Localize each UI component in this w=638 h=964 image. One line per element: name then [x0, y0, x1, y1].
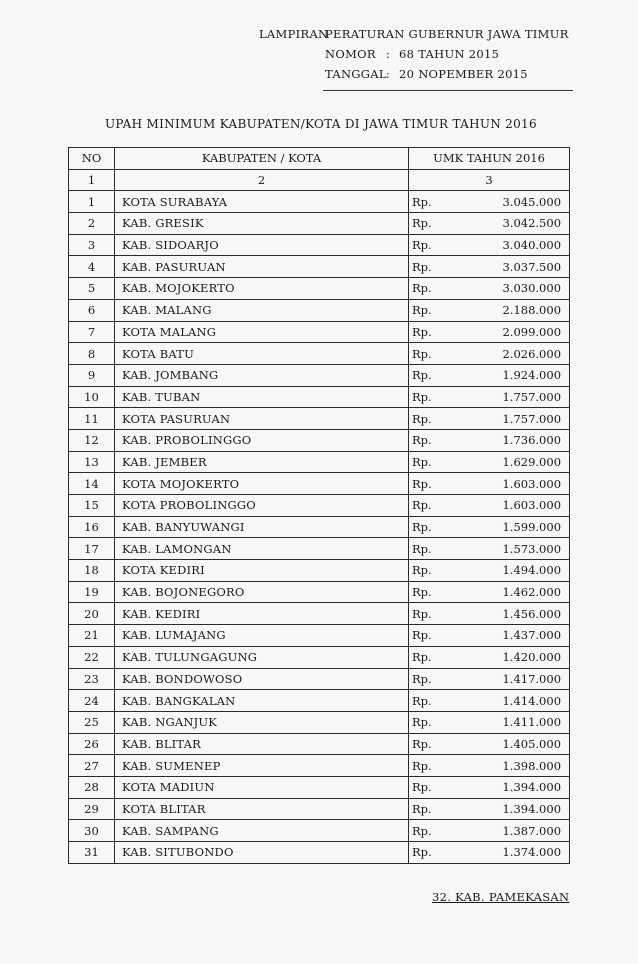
table-body	[69, 191, 570, 863]
lampiran-label: LAMPIRAN	[259, 27, 329, 41]
row-number: 5	[69, 278, 115, 300]
row-region-name: KOTA MALANG	[115, 321, 409, 343]
umk-table	[68, 147, 570, 864]
row-umk-value: 1.411.000	[451, 711, 570, 733]
row-region-name: KAB. LAMONGAN	[115, 538, 409, 560]
row-umk-value: 1.629.000	[451, 451, 570, 473]
lampiran-value: PERATURAN GUBERNUR JAWA TIMUR	[325, 27, 569, 41]
table-row	[69, 343, 570, 365]
row-region-name: KAB. TULUNGAGUNG	[115, 646, 409, 668]
row-number: 29	[69, 798, 115, 820]
table-row	[69, 256, 570, 278]
row-region-name: KOTA BATU	[115, 343, 409, 365]
row-region-name: KAB. PROBOLINGGO	[115, 429, 409, 451]
row-umk-value: 1.420.000	[451, 646, 570, 668]
row-number: 17	[69, 538, 115, 560]
row-number: 2	[69, 213, 115, 235]
row-umk-value: 1.405.000	[451, 733, 570, 755]
table-row	[69, 516, 570, 538]
row-number: 26	[69, 733, 115, 755]
row-currency: Rp.	[409, 603, 451, 625]
row-umk-value: 1.599.000	[451, 516, 570, 538]
table-row	[69, 625, 570, 647]
row-umk-value: 1.924.000	[451, 364, 570, 386]
row-currency: Rp.	[409, 234, 451, 256]
row-currency: Rp.	[409, 343, 451, 365]
row-number: 31	[69, 842, 115, 864]
row-umk-value: 1.462.000	[451, 581, 570, 603]
table-row	[69, 429, 570, 451]
row-region-name: KAB. LUMAJANG	[115, 625, 409, 647]
nomor-value: 68 TAHUN 2015	[399, 47, 500, 61]
header-kabupaten-kota: KABUPATEN / KOTA	[115, 148, 409, 170]
row-umk-value: 1.736.000	[451, 429, 570, 451]
table-row	[69, 538, 570, 560]
table-row	[69, 820, 570, 842]
table-row	[69, 755, 570, 777]
lampiran-row	[259, 24, 569, 44]
row-number: 12	[69, 429, 115, 451]
table-row	[69, 451, 570, 473]
row-number: 11	[69, 408, 115, 430]
row-region-name: KAB. MALANG	[115, 299, 409, 321]
table-row	[69, 668, 570, 690]
row-currency: Rp.	[409, 581, 451, 603]
row-region-name: KAB. SIDOARJO	[115, 234, 409, 256]
tanggal-colon: :	[385, 67, 391, 81]
row-number: 8	[69, 343, 115, 365]
row-region-name: KAB. BONDOWOSO	[115, 668, 409, 690]
row-number: 9	[69, 364, 115, 386]
row-currency: Rp.	[409, 213, 451, 235]
row-number: 18	[69, 560, 115, 582]
row-region-name: KAB. BANGKALAN	[115, 690, 409, 712]
table-row	[69, 733, 570, 755]
row-umk-value: 3.037.500	[451, 256, 570, 278]
row-region-name: KAB. BLITAR	[115, 733, 409, 755]
colnum-name: 2	[115, 169, 409, 191]
row-region-name: KOTA MOJOKERTO	[115, 473, 409, 495]
nomor-row	[259, 44, 569, 64]
row-region-name: KAB. SITUBONDO	[115, 842, 409, 864]
row-umk-value: 1.603.000	[451, 473, 570, 495]
row-region-name: KAB. JEMBER	[115, 451, 409, 473]
row-umk-value: 1.456.000	[451, 603, 570, 625]
row-umk-value: 2.099.000	[451, 321, 570, 343]
row-region-name: KOTA BLITAR	[115, 798, 409, 820]
row-currency: Rp.	[409, 429, 451, 451]
tanggal-value: 20 NOPEMBER 2015	[399, 67, 528, 81]
row-currency: Rp.	[409, 711, 451, 733]
row-umk-value: 1.437.000	[451, 625, 570, 647]
row-number: 22	[69, 646, 115, 668]
row-umk-value: 1.374.000	[451, 842, 570, 864]
row-currency: Rp.	[409, 646, 451, 668]
row-currency: Rp.	[409, 473, 451, 495]
row-currency: Rp.	[409, 820, 451, 842]
row-number: 24	[69, 690, 115, 712]
colnum-no: 1	[69, 169, 115, 191]
row-currency: Rp.	[409, 408, 451, 430]
row-umk-value: 1.757.000	[451, 408, 570, 430]
table-column-number-row	[69, 169, 570, 191]
row-region-name: KAB. BOJONEGORO	[115, 581, 409, 603]
row-region-name: KAB. PASURUAN	[115, 256, 409, 278]
colnum-umk: 3	[409, 169, 570, 191]
row-currency: Rp.	[409, 560, 451, 582]
row-umk-value: 1.603.000	[451, 495, 570, 517]
table-row	[69, 386, 570, 408]
nomor-colon: :	[385, 47, 391, 61]
nomor-label: NOMOR	[325, 47, 376, 61]
row-currency: Rp.	[409, 516, 451, 538]
row-region-name: KAB. BANYUWANGI	[115, 516, 409, 538]
row-region-name: KOTA MADIUN	[115, 776, 409, 798]
row-currency: Rp.	[409, 321, 451, 343]
row-region-name: KOTA PASURUAN	[115, 408, 409, 430]
row-currency: Rp.	[409, 495, 451, 517]
row-umk-value: 1.394.000	[451, 798, 570, 820]
header-no: NO	[69, 148, 115, 170]
row-region-name: KAB. JOMBANG	[115, 364, 409, 386]
row-number: 20	[69, 603, 115, 625]
row-currency: Rp.	[409, 798, 451, 820]
row-number: 14	[69, 473, 115, 495]
row-region-name: KAB. TUBAN	[115, 386, 409, 408]
row-number: 19	[69, 581, 115, 603]
table-row	[69, 299, 570, 321]
continuation-note: 32. KAB. PAMEKASAN	[432, 890, 570, 904]
header-divider	[323, 90, 573, 91]
row-number: 30	[69, 820, 115, 842]
row-currency: Rp.	[409, 625, 451, 647]
table-row	[69, 798, 570, 820]
row-umk-value: 1.417.000	[451, 668, 570, 690]
row-currency: Rp.	[409, 842, 451, 864]
row-currency: Rp.	[409, 755, 451, 777]
row-region-name: KAB. SUMENEP	[115, 755, 409, 777]
document-header	[259, 24, 569, 84]
row-currency: Rp.	[409, 451, 451, 473]
row-umk-value: 3.030.000	[451, 278, 570, 300]
header-umk: UMK TAHUN 2016	[409, 148, 570, 170]
table-row	[69, 711, 570, 733]
row-currency: Rp.	[409, 278, 451, 300]
table-row	[69, 560, 570, 582]
row-number: 6	[69, 299, 115, 321]
row-currency: Rp.	[409, 690, 451, 712]
table-row	[69, 191, 570, 213]
row-region-name: KAB. GRESIK	[115, 213, 409, 235]
table-row	[69, 842, 570, 864]
table-row	[69, 234, 570, 256]
row-umk-value: 1.573.000	[451, 538, 570, 560]
row-region-name: KOTA PROBOLINGGO	[115, 495, 409, 517]
row-region-name: KOTA KEDIRI	[115, 560, 409, 582]
row-currency: Rp.	[409, 386, 451, 408]
table-row	[69, 278, 570, 300]
row-umk-value: 3.045.000	[451, 191, 570, 213]
table-row	[69, 321, 570, 343]
table-row	[69, 690, 570, 712]
row-number: 23	[69, 668, 115, 690]
row-umk-value: 1.757.000	[451, 386, 570, 408]
row-number: 21	[69, 625, 115, 647]
row-number: 13	[69, 451, 115, 473]
row-umk-value: 1.398.000	[451, 755, 570, 777]
row-number: 16	[69, 516, 115, 538]
row-currency: Rp.	[409, 776, 451, 798]
table-row	[69, 213, 570, 235]
row-umk-value: 3.040.000	[451, 234, 570, 256]
row-umk-value: 2.026.000	[451, 343, 570, 365]
row-region-name: KAB. SAMPANG	[115, 820, 409, 842]
row-umk-value: 3.042.500	[451, 213, 570, 235]
row-number: 4	[69, 256, 115, 278]
table-row	[69, 581, 570, 603]
row-number: 10	[69, 386, 115, 408]
row-region-name: KAB. MOJOKERTO	[115, 278, 409, 300]
row-number: 15	[69, 495, 115, 517]
row-number: 3	[69, 234, 115, 256]
table-row	[69, 646, 570, 668]
row-number: 7	[69, 321, 115, 343]
row-currency: Rp.	[409, 256, 451, 278]
table-header-row	[69, 148, 570, 170]
tanggal-label: TANGGAL	[325, 67, 387, 81]
row-umk-value: 2.188.000	[451, 299, 570, 321]
row-region-name: KAB. NGANJUK	[115, 711, 409, 733]
document-title: UPAH MINIMUM KABUPATEN/KOTA DI JAWA TIMUR TAHUN 2016	[105, 117, 537, 131]
row-umk-value: 1.394.000	[451, 776, 570, 798]
tanggal-row	[259, 64, 569, 84]
table-row	[69, 495, 570, 517]
row-currency: Rp.	[409, 364, 451, 386]
table-row	[69, 776, 570, 798]
row-currency: Rp.	[409, 191, 451, 213]
row-currency: Rp.	[409, 538, 451, 560]
row-number: 1	[69, 191, 115, 213]
table-row	[69, 364, 570, 386]
row-region-name: KOTA SURABAYA	[115, 191, 409, 213]
row-umk-value: 1.414.000	[451, 690, 570, 712]
table-row	[69, 408, 570, 430]
row-currency: Rp.	[409, 299, 451, 321]
row-currency: Rp.	[409, 668, 451, 690]
row-region-name: KAB. KEDIRI	[115, 603, 409, 625]
row-number: 27	[69, 755, 115, 777]
table-row	[69, 603, 570, 625]
row-number: 28	[69, 776, 115, 798]
row-number: 25	[69, 711, 115, 733]
table-row	[69, 473, 570, 495]
row-umk-value: 1.494.000	[451, 560, 570, 582]
row-currency: Rp.	[409, 733, 451, 755]
row-umk-value: 1.387.000	[451, 820, 570, 842]
